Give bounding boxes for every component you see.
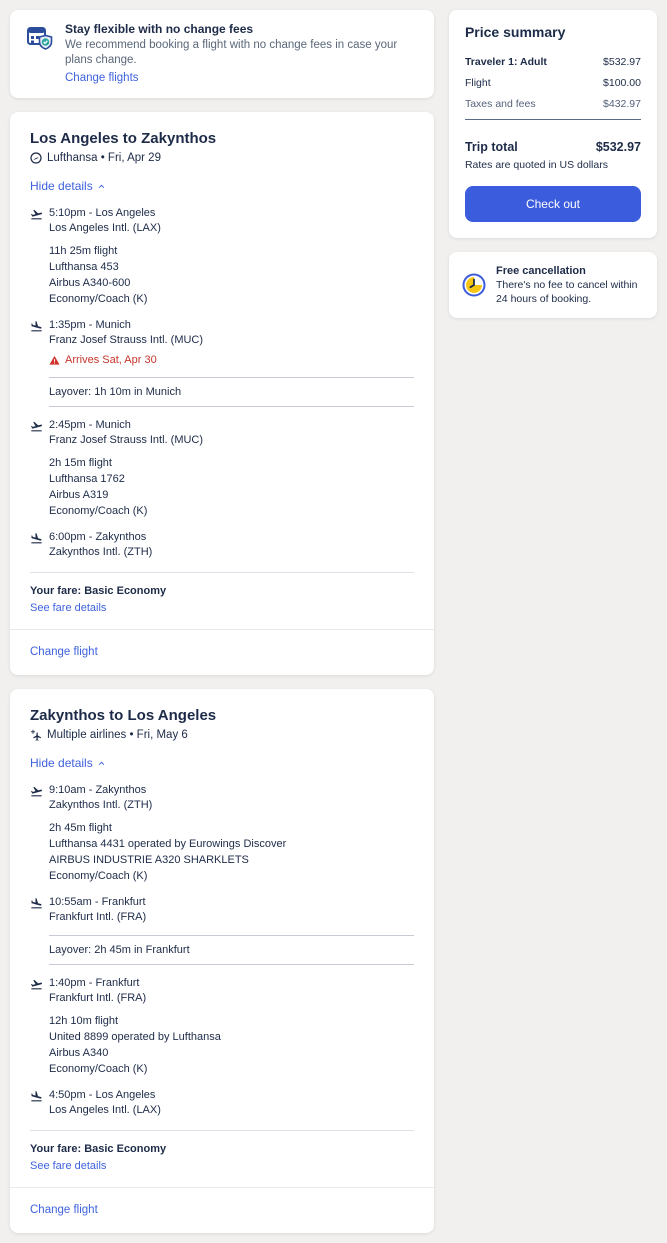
aircraft-type: Airbus A340 bbox=[49, 1047, 109, 1059]
multiple-airlines-icon bbox=[30, 729, 42, 741]
flight-detail-block bbox=[49, 1014, 414, 1077]
see-fare-details-link[interactable]: See fare details bbox=[30, 602, 107, 614]
layover-text: Layover: 2h 45m in Frankfurt bbox=[49, 944, 190, 956]
leg-footer bbox=[10, 629, 434, 675]
segment-departure bbox=[30, 784, 414, 812]
airline-logo-icon bbox=[30, 152, 42, 164]
price-summary-card bbox=[449, 10, 657, 238]
flight-duration: 11h 25m flight bbox=[49, 245, 118, 257]
price-row-traveler bbox=[465, 56, 641, 68]
banner-description: We recommend booking a flight with no change fees in case your plans change. bbox=[65, 39, 398, 66]
segment-arrival bbox=[30, 1089, 414, 1117]
flight-takeoff-icon bbox=[30, 207, 43, 235]
outbound-leg-subtitle bbox=[30, 152, 414, 164]
flight-takeoff-icon bbox=[30, 977, 43, 1005]
warning-text: Arrives Sat, Apr 30 bbox=[65, 354, 157, 366]
banner-text-block bbox=[65, 22, 418, 86]
flight-duration: 2h 15m flight bbox=[49, 457, 112, 469]
segment-time: 1:40pm - Frankfurt bbox=[49, 977, 140, 989]
flight-takeoff-icon bbox=[30, 419, 43, 447]
segment-airport: Los Angeles Intl. (LAX) bbox=[49, 222, 161, 234]
segment-airport: Frankfurt Intl. (FRA) bbox=[49, 992, 147, 1004]
segment-departure bbox=[30, 419, 414, 447]
change-flight-link[interactable]: Change flight bbox=[30, 1204, 98, 1216]
trip-total-value: $532.97 bbox=[595, 140, 641, 154]
chevron-up-icon bbox=[96, 181, 107, 192]
segment-time: 10:55am - Frankfurt bbox=[49, 896, 146, 908]
aircraft-type: Airbus A319 bbox=[49, 489, 109, 501]
layover-block bbox=[49, 935, 414, 965]
fare-label: Your fare: Basic Economy bbox=[30, 1143, 167, 1155]
flight-detail-block bbox=[49, 821, 414, 884]
aircraft-type: AIRBUS INDUSTRIE A320 SHARKLETS bbox=[49, 854, 249, 866]
flight-landing-icon bbox=[30, 319, 43, 366]
return-flight-card bbox=[10, 689, 434, 1233]
flight-landing-icon bbox=[30, 896, 43, 924]
segment-arrival bbox=[30, 319, 414, 366]
warning-triangle-icon bbox=[49, 355, 60, 366]
return-leg-title: Zakynthos to Los Angeles bbox=[30, 707, 217, 724]
outbound-hide-details-toggle[interactable] bbox=[30, 179, 107, 193]
segment-arrival bbox=[30, 896, 414, 924]
price-row-value: $432.97 bbox=[603, 98, 641, 110]
layover-text: Layover: 1h 10m in Munich bbox=[49, 386, 182, 398]
flight-takeoff-icon bbox=[30, 784, 43, 812]
outbound-flight-card bbox=[10, 112, 434, 675]
fare-block bbox=[30, 1130, 414, 1174]
free-cancellation-card bbox=[449, 252, 657, 318]
calendar-shield-icon bbox=[26, 24, 53, 51]
cabin-class: Economy/Coach (K) bbox=[49, 870, 148, 882]
flight-landing-icon bbox=[30, 1089, 43, 1117]
change-flight-link[interactable]: Change flight bbox=[30, 646, 98, 658]
flight-number: Lufthansa 1762 bbox=[49, 473, 125, 485]
aircraft-type: Airbus A340-600 bbox=[49, 277, 131, 289]
change-flights-link[interactable]: Change flights bbox=[65, 72, 139, 84]
price-summary-title: Price summary bbox=[464, 24, 566, 40]
flight-detail-block bbox=[49, 456, 414, 519]
flight-number: Lufthansa 4431 operated by Eurowings Discover bbox=[49, 838, 287, 850]
segment-airport: Zakynthos Intl. (ZTH) bbox=[49, 546, 153, 558]
segment-time: 9:10am - Zakynthos bbox=[49, 784, 147, 796]
price-row-label: Flight bbox=[464, 77, 491, 89]
fare-block bbox=[30, 572, 414, 616]
trip-total-label: Trip total bbox=[464, 140, 518, 154]
arrival-warning bbox=[49, 354, 203, 366]
hide-details-label: Hide details bbox=[30, 179, 93, 193]
layover-block bbox=[49, 377, 414, 407]
segment-time: 5:10pm - Los Angeles bbox=[49, 207, 156, 219]
chevron-up-icon bbox=[96, 758, 107, 769]
flexibility-banner bbox=[10, 10, 434, 98]
hide-details-label: Hide details bbox=[30, 756, 93, 770]
flight-detail-block bbox=[49, 244, 414, 307]
clock-icon bbox=[462, 273, 486, 297]
segment-airport: Frankfurt Intl. (FRA) bbox=[49, 911, 147, 923]
segment-departure bbox=[30, 207, 414, 235]
segment-airport: Los Angeles Intl. (LAX) bbox=[49, 1104, 161, 1116]
banner-title: Stay flexible with no change fees bbox=[65, 22, 254, 36]
trip-total-row bbox=[465, 140, 641, 154]
segment-departure bbox=[30, 977, 414, 1005]
fare-label: Your fare: Basic Economy bbox=[30, 585, 167, 597]
cancel-text-block bbox=[496, 264, 644, 306]
summary-column bbox=[449, 10, 657, 318]
price-row-label: Traveler 1: Adult bbox=[464, 56, 547, 68]
see-fare-details-link[interactable]: See fare details bbox=[30, 1160, 107, 1172]
currency-note: Rates are quoted in US dollars bbox=[464, 159, 608, 171]
outbound-leg-title: Los Angeles to Zakynthos bbox=[30, 130, 217, 147]
segment-time: 4:50pm - Los Angeles bbox=[49, 1089, 156, 1101]
flight-landing-icon bbox=[30, 531, 43, 559]
flight-number: United 8899 operated by Lufthansa bbox=[49, 1031, 221, 1043]
segment-time: 6:00pm - Zakynthos bbox=[49, 531, 147, 543]
segment-airport: Franz Josef Strauss Intl. (MUC) bbox=[49, 334, 204, 346]
price-row-taxes bbox=[465, 98, 641, 110]
free-cancellation-title: Free cancellation bbox=[495, 265, 586, 277]
itinerary-column bbox=[10, 10, 434, 1233]
cabin-class: Economy/Coach (K) bbox=[49, 505, 148, 517]
outbound-airline-date: Lufthansa • Fri, Apr 29 bbox=[47, 152, 161, 164]
return-leg-subtitle bbox=[30, 729, 414, 741]
price-divider bbox=[465, 119, 641, 120]
price-row-value: $532.97 bbox=[603, 56, 641, 68]
leg-footer bbox=[10, 1187, 434, 1233]
segment-time: 2:45pm - Munich bbox=[49, 419, 131, 431]
flight-number: Lufthansa 453 bbox=[49, 261, 119, 273]
segment-time: 1:35pm - Munich bbox=[49, 319, 131, 331]
flight-duration: 2h 45m flight bbox=[49, 822, 112, 834]
price-row-label: Taxes and fees bbox=[464, 98, 536, 110]
flight-duration: 12h 10m flight bbox=[49, 1015, 119, 1027]
check-out-button[interactable]: Check out bbox=[465, 186, 641, 222]
price-row-flight bbox=[465, 77, 641, 89]
cabin-class: Economy/Coach (K) bbox=[49, 293, 148, 305]
price-row-value: $100.00 bbox=[603, 77, 641, 89]
return-hide-details-toggle[interactable] bbox=[30, 756, 107, 770]
segment-airport: Franz Josef Strauss Intl. (MUC) bbox=[49, 434, 204, 446]
free-cancellation-description: There's no fee to cancel within 24 hours of booking. bbox=[495, 279, 638, 305]
return-airline-date: Multiple airlines • Fri, May 6 bbox=[47, 729, 188, 741]
segment-arrival bbox=[30, 531, 414, 559]
cabin-class: Economy/Coach (K) bbox=[49, 1063, 148, 1075]
segment-airport: Zakynthos Intl. (ZTH) bbox=[49, 799, 153, 811]
